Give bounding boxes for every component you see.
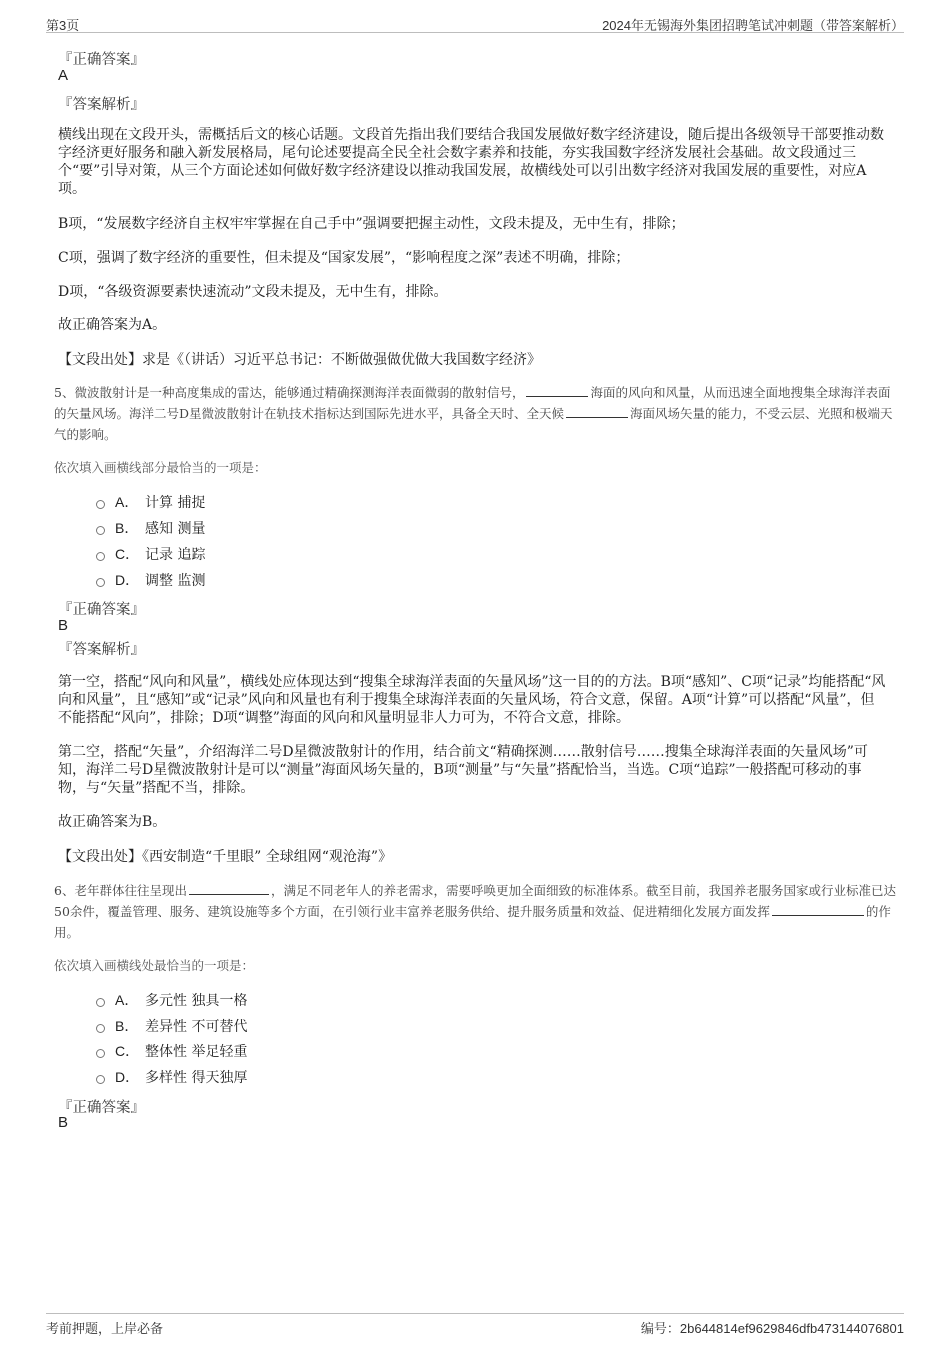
- option-key: B．: [115, 520, 139, 536]
- q5-stem: [54, 382, 900, 445]
- q5-blank-2: [566, 405, 628, 418]
- q6-blank-1: [189, 882, 269, 895]
- option-key: D．: [115, 572, 140, 588]
- q5-stem-part-2: 海面的风向和风量，从而迅速全面地搜集全球海洋表面的矢量风场。海洋二号D星微波散射计在轨技术指标达到国际先进水平，具备全天时、全天候: [54, 385, 891, 421]
- q4-source: 【文段出处】求是《（讲话）习近平总书记：不断做强做优做大我国数字经济》: [58, 352, 541, 368]
- q5-option-d[interactable]: [96, 570, 205, 590]
- q6-answer-value: B: [58, 1114, 69, 1131]
- q6-answer-label: 『正确答案』: [58, 1100, 145, 1116]
- q6-option-a[interactable]: [96, 990, 247, 1010]
- q4-analysis-para-2: B项，“发展数字经济自主权牢牢掌握在自己手中”强调要把握主动性，文段未提及，无中生有，排除；: [58, 216, 685, 232]
- q5-stem-part-3: 海面风场矢量的能力，不受云层、光照和极端天气的影响。: [54, 406, 893, 442]
- option-key: A．: [115, 494, 139, 510]
- q6-stem-part-3: 的作用。: [54, 904, 891, 940]
- q4-answer-label: 『正确答案』: [58, 52, 145, 68]
- q4-analysis-para-3: C项，强调了数字经济的重要性，但未提及“国家发展”，“影响程度之深”表述不明确，排除；: [58, 250, 630, 266]
- q5-option-c[interactable]: [96, 544, 205, 564]
- q5-answer-value: B: [58, 617, 69, 634]
- q5-answer-label: 『正确答案』: [58, 602, 145, 618]
- radio-icon[interactable]: [96, 578, 105, 587]
- document-code: [641, 1318, 904, 1337]
- q5-source: 【文段出处】《西安制造“千里眼” 全球组网“观沧海”》: [58, 849, 393, 865]
- option-text: 调整 监测: [145, 573, 206, 589]
- q6-stem-part-1: 6、老年群体往往呈现出: [54, 883, 187, 898]
- page-number: 第3页: [46, 18, 80, 33]
- q5-analysis-para-1: 第一空，搭配“风向和风量”，横线处应体现达到“搜集全球海洋表面的矢量风场”这一目的的方法。B项“感知”、C项“记录”均能搭配“风向和风量”，且“感知”或“记录”风向和风量也有利于搜集全球海洋表面的矢量风场，符合文意，保留。A项“计算”可以搭配“风量”，但不能搭配“风向”，排除；D项“调整”海面的风向和风量明显非人力可为，不符合文意，排除。: [58, 674, 886, 726]
- q4-answer-value: A: [58, 67, 69, 84]
- option-key: D．: [115, 1069, 140, 1085]
- q6-prompt: 依次填入画横线处最恰当的一项是：: [54, 958, 255, 973]
- q4-analysis-para-4: D项，“各级资源要素快速流动”文段未提及，无中生有，排除。: [58, 284, 448, 300]
- q4-analysis-para-1: 横线出现在文段开头，需概括后文的核心话题。文段首先指出我们要结合我国发展做好数字经济建设，随后提出各级领导干部要推动数字经济更好服务和融入新发展格局，尾句论述要提高全民全社会数字素养和技能，夯实我国数字经济发展社会基础。故文段通过三个“要”引导对策，从三个方面论述如何做好数字经济建设以推动我国发展，故横线处可以引出数字经济对我国发展的重要性，对应A项。: [58, 127, 884, 197]
- q6-option-b[interactable]: [96, 1016, 247, 1036]
- radio-icon[interactable]: [96, 526, 105, 535]
- option-text: 多样性 得天独厚: [145, 1070, 248, 1086]
- option-key: C．: [115, 1043, 140, 1059]
- radio-icon[interactable]: [96, 1049, 105, 1058]
- radio-icon[interactable]: [96, 552, 105, 561]
- option-text: 多元性 独具一格: [145, 993, 248, 1009]
- option-text: 记录 追踪: [145, 547, 206, 563]
- radio-icon[interactable]: [96, 998, 105, 1007]
- footer-slogan: 考前押题，上岸必备: [46, 1321, 164, 1336]
- document-title: 2024年无锡海外集团招聘笔试冲刺题（带答案解析）: [602, 18, 904, 33]
- option-key: A．: [115, 992, 139, 1008]
- page-header: [46, 12, 904, 33]
- option-text: 计算 捕捉: [145, 495, 206, 511]
- page-footer: [46, 1313, 904, 1338]
- q4-conclusion: 故正确答案为A。: [58, 317, 167, 333]
- option-text: 差异性 不可替代: [145, 1019, 248, 1035]
- radio-icon[interactable]: [96, 1075, 105, 1084]
- q5-option-a[interactable]: [96, 492, 205, 512]
- q4-analysis-label: 『答案解析』: [58, 97, 145, 113]
- option-text: 整体性 举足轻重: [145, 1044, 248, 1060]
- option-text: 感知 测量: [145, 521, 206, 537]
- q5-option-b[interactable]: [96, 518, 205, 538]
- option-key: C．: [115, 546, 140, 562]
- option-key: B．: [115, 1018, 139, 1034]
- q5-conclusion: 故正确答案为B。: [58, 814, 167, 830]
- document-code-value: 2b644814ef9629846dfb473144076801: [679, 1321, 904, 1336]
- q6-stem-part-2: ，满足不同老年人的养老需求，需要呼唤更加全面细致的标准体系。截至目前，我国养老服务国家或行业标准已达50余件，覆盖管理、服务、建筑设施等多个方面，在引领行业丰富养老服务供给、提升服务质量和效益、促进精细化发展方面发挥: [54, 883, 896, 919]
- q6-blank-2: [772, 903, 864, 916]
- q5-prompt: 依次填入画横线部分最恰当的一项是：: [54, 460, 267, 475]
- q5-blank-1: [526, 384, 588, 397]
- document-code-label: 编号：: [640, 1321, 680, 1336]
- q6-option-d[interactable]: [96, 1067, 247, 1087]
- q6-stem: [54, 880, 900, 943]
- q5-stem-part-1: 5、微波散射计是一种高度集成的雷达，能够通过精确探测海洋表面微弱的散射信号，: [54, 385, 525, 400]
- radio-icon[interactable]: [96, 500, 105, 509]
- q6-option-c[interactable]: [96, 1041, 247, 1061]
- radio-icon[interactable]: [96, 1024, 105, 1033]
- q5-analysis-label: 『答案解析』: [58, 642, 145, 658]
- q5-analysis-para-2: 第二空，搭配“矢量”，介绍海洋二号D星微波散射计的作用，结合前文“精确探测……散射信号……搜集全球海洋表面的矢量风场”可知，海洋二号D星微波散射计是可以“测量”海面风场矢量的，B项“测量”与“矢量”搭配恰当，当选。C项“追踪”一般搭配可移动的事物，与“矢量”搭配不当，排除。: [58, 744, 868, 796]
